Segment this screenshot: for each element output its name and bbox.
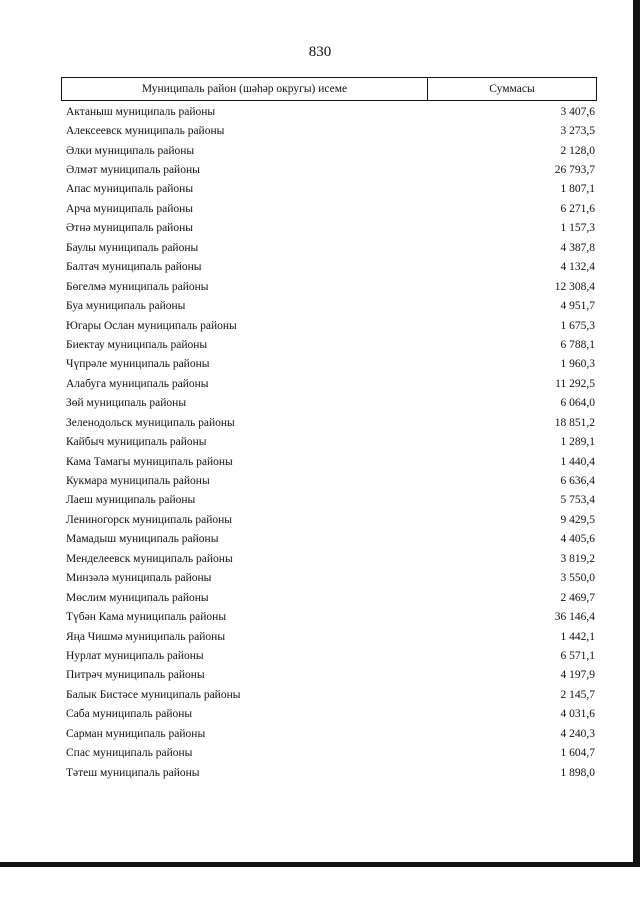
district-name: Әтнә муниципаль районы [66,222,193,235]
table-row [66,180,596,199]
district-sum: 36 146,4 [554,611,595,624]
table-row [66,724,596,743]
district-name: Зеленодольск муниципаль районы [66,416,235,429]
district-name: Саба муниципаль районы [66,708,193,721]
district-name: Яңа Чишмә муниципаль районы [66,630,226,643]
district-sum: 1 675,3 [560,319,595,332]
column-header-name: Муниципаль район (шәһәр округы) исеме [62,78,428,100]
district-sum: 11 292,5 [555,377,595,390]
district-sum: 2 469,7 [560,591,595,604]
district-sum: 1 807,1 [560,183,595,196]
district-name: Кукмара муниципаль районы [66,475,210,488]
district-sum: 4 197,9 [560,669,595,682]
table-row [66,335,596,354]
table-row [66,374,596,393]
table-row [66,258,596,277]
district-name: Лаеш муниципаль районы [66,494,196,507]
table-row [66,219,596,238]
district-name: Зөй муниципаль районы [66,397,187,410]
district-sum: 2 128,0 [560,144,595,157]
district-sum: 2 145,7 [560,688,595,701]
district-sum: 1 440,4 [560,455,595,468]
district-sum: 6 064,0 [560,397,595,410]
district-name: Минзәлә муниципаль районы [66,572,212,585]
table-row [66,199,596,218]
table-row [66,705,596,724]
district-sum: 26 793,7 [554,164,595,177]
scan-edge-right [633,0,640,867]
district-sum: 4 405,6 [560,533,595,546]
district-sum: 1 604,7 [560,747,595,760]
table-row [66,607,596,626]
district-name: Бөгелмә муниципаль районы [66,280,209,293]
district-sum: 1 898,0 [560,766,595,779]
table-row [66,355,596,374]
district-name: Арча муниципаль районы [66,202,194,215]
scan-edge-bottom [0,862,640,867]
district-name: Чүпрәле муниципаль районы [66,358,210,371]
district-sum: 4 240,3 [560,727,595,740]
table-row [66,510,596,529]
district-name: Югары Ослан муниципаль районы [66,319,237,332]
table-row [66,627,596,646]
district-sum: 4 387,8 [560,241,595,254]
district-sum: 6 788,1 [560,338,595,351]
district-name: Кайбыч муниципаль районы [66,436,207,449]
district-sum: 1 157,3 [560,222,595,235]
district-name: Биектау муниципаль районы [66,338,208,351]
district-name: Әлки муниципаль районы [66,144,195,157]
page-number: 830 [308,44,332,60]
table-row [66,316,596,335]
district-sum: 5 753,4 [560,494,595,507]
column-header-sum: Суммасы [489,83,535,95]
district-sum: 9 429,5 [560,513,595,526]
table-row [66,160,596,179]
district-sum: 12 308,4 [554,280,595,293]
district-sum: 1 289,1 [560,436,595,449]
district-sum: 3 550,0 [560,572,595,585]
district-name: Мөслим муниципаль районы [66,591,209,604]
table-row [66,432,596,451]
table-row [66,471,596,490]
district-name: Тәтеш муниципаль районы [66,766,200,779]
table-row [66,121,596,140]
district-sum: 3 273,5 [560,125,595,138]
table-row [66,413,596,432]
table-row [66,646,596,665]
district-name: Менделеевск муниципаль районы [66,552,233,565]
table-row [66,763,596,782]
district-name: Лениногорск муниципаль районы [66,513,233,526]
table-header [61,77,597,101]
district-sum: 6 571,1 [560,649,595,662]
district-name: Балык Бистәсе муниципаль районы [66,688,241,701]
table-row [66,277,596,296]
district-sum: 4 031,6 [560,708,595,721]
table-row [66,530,596,549]
district-name: Спас муниципаль районы [66,747,193,760]
table-row [66,666,596,685]
district-sum: 3 407,6 [560,105,595,118]
district-name: Баулы муниципаль районы [66,241,199,254]
district-name: Буа муниципаль районы [66,300,186,313]
district-name: Питрәч муниципаль районы [66,669,205,682]
district-name: Алексеевск муниципаль районы [66,125,225,138]
table-row [66,549,596,568]
district-sum: 4 132,4 [560,261,595,274]
table-row [66,394,596,413]
district-name: Алабуга муниципаль районы [66,377,209,390]
table-row [66,685,596,704]
district-name: Апас муниципаль районы [66,183,194,196]
district-sum: 6 271,6 [560,202,595,215]
table-row [66,743,596,762]
table-row [66,491,596,510]
table-row [66,296,596,315]
district-name: Кама Тамагы муниципаль районы [66,455,233,468]
table-row [66,141,596,160]
table-row [66,588,596,607]
district-sum: 6 636,4 [560,475,595,488]
table-row [66,102,596,121]
table-row [66,569,596,588]
table-row [66,452,596,471]
district-sum: 4 951,7 [560,300,595,313]
district-sum: 3 819,2 [560,552,595,565]
district-sum: 18 851,2 [554,416,595,429]
district-name: Актаныш муниципаль районы [66,105,216,118]
district-name: Сарман муниципаль районы [66,727,206,740]
table-body [66,102,596,782]
district-name: Нурлат муниципаль районы [66,649,204,662]
district-name: Әлмәт муниципаль районы [66,164,200,177]
district-sum: 1 960,3 [560,358,595,371]
table-row [66,238,596,257]
district-sum: 1 442,1 [560,630,595,643]
district-name: Мамадыш муниципаль районы [66,533,219,546]
district-name: Балтач муниципаль районы [66,261,202,274]
district-name: Түбән Кама муниципаль районы [66,611,227,624]
